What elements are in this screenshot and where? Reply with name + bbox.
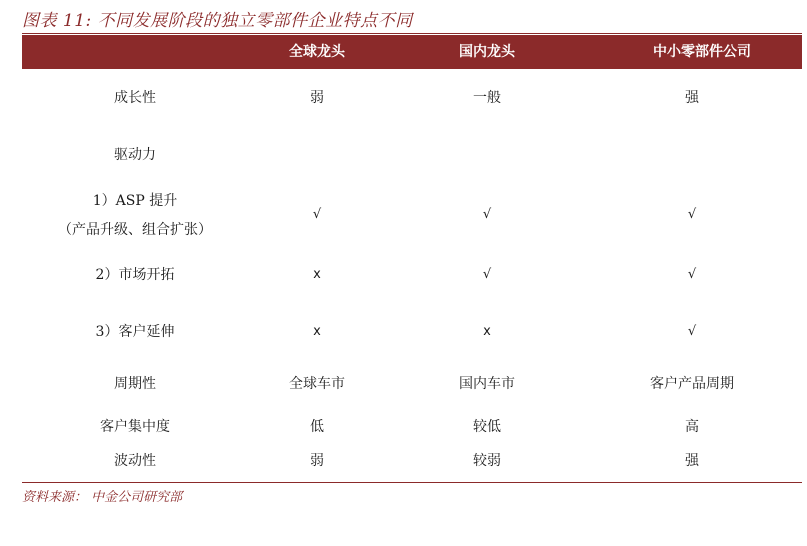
cell-cyclicality-smb: 客户产品周期 [650,376,734,392]
cell-growth-global: 弱 [310,90,324,106]
row-label-growth: 成长性 [114,90,156,106]
row-label-volatility: 波动性 [114,453,156,469]
cell-growth-domestic: 一般 [473,90,501,106]
check-mark-asp-global: √ [312,207,322,222]
figure-title: 图表 11: 不同发展阶段的独立零部件企业特点不同 [22,11,413,31]
cell-cyclicality-global: 全球车市 [289,376,345,392]
cross-mark-customer-global: x [313,324,321,339]
cross-mark-customer-domestic: x [483,324,491,339]
cell-volatility-domestic: 较弱 [473,453,501,469]
check-mark-market-smb: √ [687,267,697,282]
row-label-customer-concentration: 客户集中度 [100,419,170,435]
cell-concentration-global: 低 [310,419,324,435]
row-label-drivers: 驱动力 [114,147,156,163]
cell-volatility-global: 弱 [310,453,324,469]
row-label-cyclicality: 周期性 [114,376,156,392]
cell-cyclicality-domestic: 国内车市 [459,376,515,392]
check-mark-market-domestic: √ [482,267,492,282]
cross-mark-market-global: x [313,267,321,282]
cell-concentration-smb: 高 [685,419,699,435]
row-label-customer-extension: 3）客户延伸 [95,324,175,340]
table-bottom-divider [22,482,802,483]
cell-concentration-domestic: 较低 [473,419,501,435]
row-label-market-expansion: 2）市场开拓 [95,267,175,283]
cell-growth-smb: 强 [685,90,699,106]
check-mark-asp-smb: √ [687,207,697,222]
check-mark-asp-domestic: √ [482,207,492,222]
source-note: 资料来源： 中金公司研究部 [22,490,183,505]
column-header-small-medium-suppliers: 中小零部件公司 [653,44,751,60]
row-label-asp-note: （产品升级、组合扩张） [58,222,212,238]
cell-volatility-smb: 强 [685,453,699,469]
column-header-global-leader: 全球龙头 [289,44,345,60]
check-mark-customer-smb: √ [687,324,697,339]
title-divider [22,33,802,34]
row-label-asp: 1）ASP 提升 [92,193,178,209]
column-header-domestic-leader: 国内龙头 [459,44,515,60]
table-header [22,35,802,69]
